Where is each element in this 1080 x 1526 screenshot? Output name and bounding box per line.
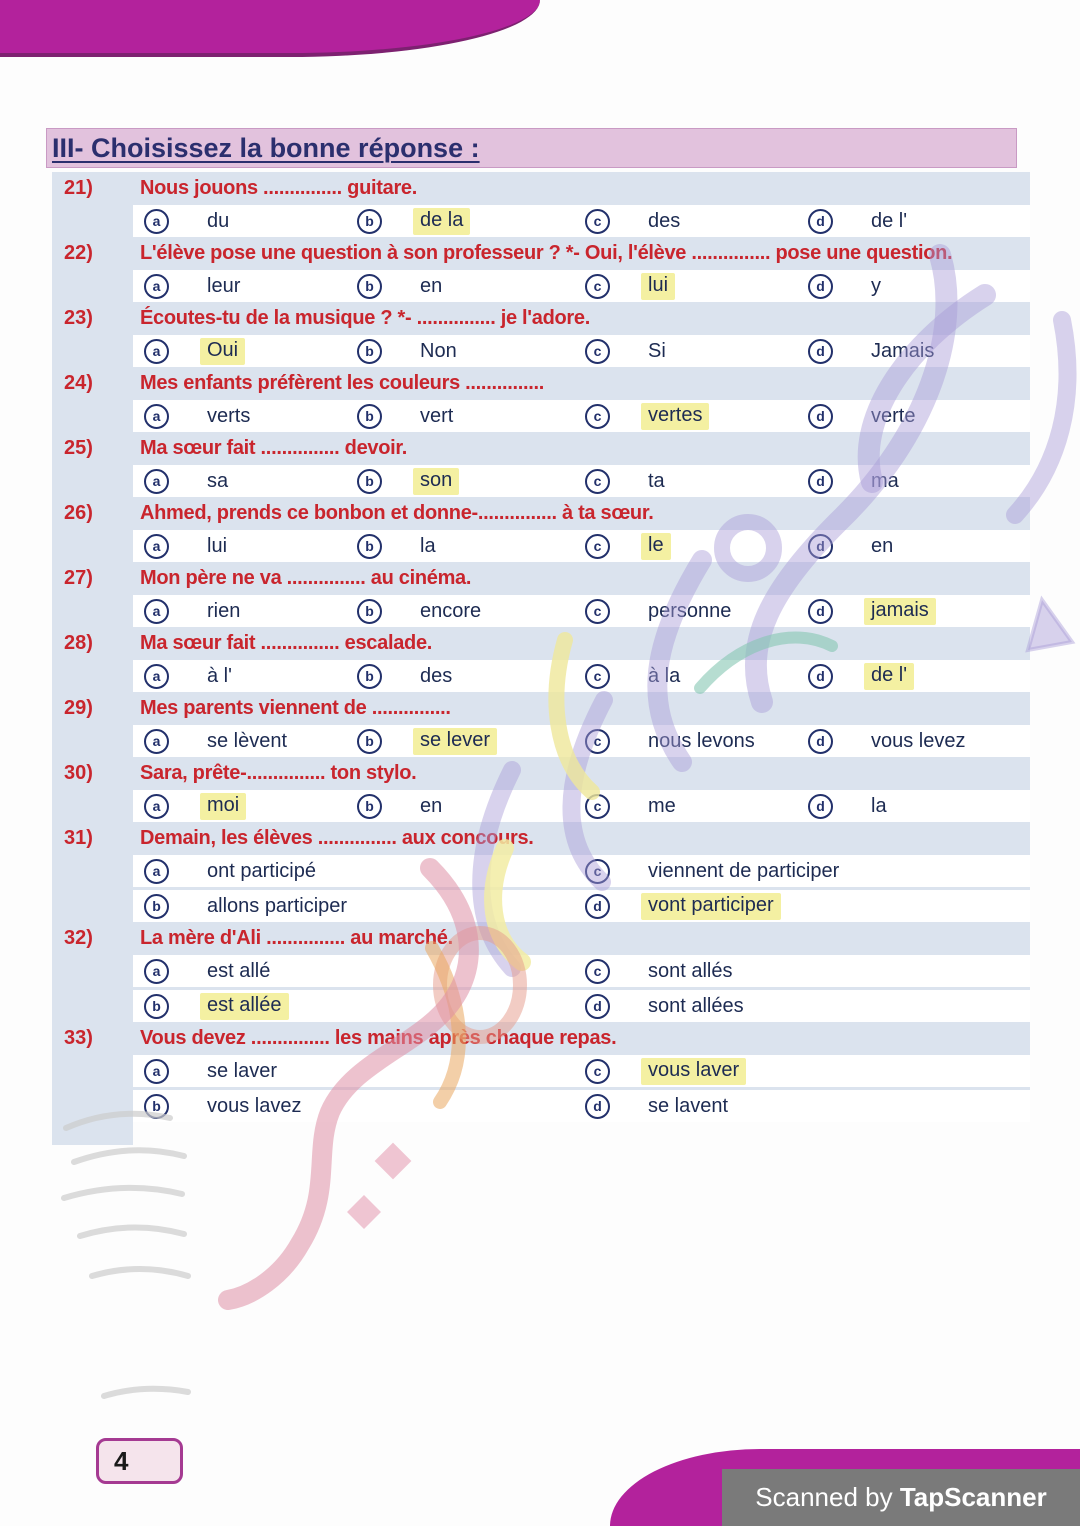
question-block <box>52 367 1030 432</box>
question-number: 26) <box>64 502 93 524</box>
option-a <box>133 664 346 689</box>
options-row <box>133 335 1030 367</box>
option-letter-icon: d <box>808 339 833 364</box>
question-block <box>52 692 1030 757</box>
option-letter-icon: d <box>808 274 833 299</box>
question-list <box>52 172 1030 1122</box>
option-letter-icon: a <box>144 794 169 819</box>
option-label: se laver <box>207 1059 278 1082</box>
option-label: nous levons <box>648 729 755 752</box>
option-letter-icon: d <box>808 794 833 819</box>
option-label: des <box>648 209 681 232</box>
option-label: personne <box>648 599 732 622</box>
option-label: en <box>420 274 443 297</box>
option-letter-icon: d <box>808 404 833 429</box>
question-number: 25) <box>64 437 93 459</box>
question-row <box>52 757 1030 790</box>
option-letter-icon: a <box>144 534 169 559</box>
option-letter-icon: c <box>585 404 610 429</box>
option-b <box>346 534 574 559</box>
option-label: de l' <box>864 663 914 690</box>
option-label: est allée <box>200 993 289 1020</box>
option-letter-icon: d <box>585 894 610 919</box>
option-label: Non <box>420 339 457 362</box>
question-text: Écoutes-tu de la musique ? *- ............... je l'adore. <box>140 307 590 329</box>
option-label: moi <box>200 793 246 820</box>
option-d <box>797 794 1030 819</box>
section-header <box>46 128 1017 168</box>
question-text: Sara, prête-............... ton stylo. <box>140 762 417 784</box>
option-letter-icon: d <box>808 729 833 754</box>
option-label: me <box>648 794 676 817</box>
option-c <box>574 533 797 560</box>
option-letter-icon: b <box>357 339 382 364</box>
question-block <box>52 172 1030 237</box>
option-d <box>797 598 1030 625</box>
options-row <box>133 855 1030 887</box>
option-letter-icon: c <box>585 959 610 984</box>
question-number: 21) <box>64 177 93 199</box>
option-label: ont participé <box>207 859 316 882</box>
option-b <box>133 993 574 1020</box>
option-label: vous laver <box>641 1058 746 1085</box>
option-d <box>574 893 1030 920</box>
option-letter-icon: d <box>808 534 833 559</box>
option-a <box>133 793 346 820</box>
option-label: son <box>413 468 459 495</box>
question-text: Ahmed, prends ce bonbon et donne-............... à ta sœur. <box>140 502 654 524</box>
option-d <box>574 994 1030 1019</box>
question-block <box>52 822 1030 922</box>
option-letter-icon: c <box>585 859 610 884</box>
option-letter-icon: d <box>808 599 833 624</box>
option-c <box>574 794 797 819</box>
options-row <box>133 660 1030 692</box>
option-label: viennent de participer <box>648 859 840 882</box>
option-label: Si <box>648 339 666 362</box>
question-block <box>52 627 1030 692</box>
option-label: allons participer <box>207 894 348 917</box>
question-number: 27) <box>64 567 93 589</box>
question-row <box>52 922 1030 955</box>
option-letter-icon: b <box>357 794 382 819</box>
option-letter-icon: b <box>357 404 382 429</box>
question-number: 32) <box>64 927 93 949</box>
option-letter-icon: b <box>144 894 169 919</box>
option-label: vert <box>420 404 454 427</box>
option-d <box>797 404 1030 429</box>
option-a <box>133 599 346 624</box>
option-d <box>797 209 1030 234</box>
option-letter-icon: a <box>144 209 169 234</box>
option-letter-icon: c <box>585 729 610 754</box>
option-label: vont participer <box>641 893 781 920</box>
option-a <box>133 1059 574 1084</box>
options-row <box>133 1055 1030 1087</box>
option-label: est allé <box>207 959 271 982</box>
options-row <box>133 595 1030 627</box>
option-a <box>133 534 346 559</box>
scanner-footer <box>722 1469 1080 1526</box>
question-block <box>52 757 1030 822</box>
option-letter-icon: a <box>144 959 169 984</box>
option-label: Oui <box>200 338 245 365</box>
option-label: en <box>420 794 443 817</box>
option-d <box>797 274 1030 299</box>
question-row <box>52 432 1030 465</box>
question-row <box>52 562 1030 595</box>
option-label: la <box>871 794 887 817</box>
question-text: Ma sœur fait ............... devoir. <box>140 437 408 459</box>
option-letter-icon: c <box>585 339 610 364</box>
option-a <box>133 959 574 984</box>
option-label: ma <box>871 469 899 492</box>
option-label: vous lavez <box>207 1094 302 1117</box>
option-label: à l' <box>207 664 232 687</box>
question-row <box>52 822 1030 855</box>
question-block <box>52 922 1030 1022</box>
option-label: verts <box>207 404 251 427</box>
question-number: 33) <box>64 1027 93 1049</box>
option-letter-icon: a <box>144 469 169 494</box>
options-row <box>133 725 1030 757</box>
option-letter-icon: a <box>144 274 169 299</box>
option-letter-icon: a <box>144 404 169 429</box>
page-number-badge: 4 <box>96 1438 183 1484</box>
option-label: rien <box>207 599 241 622</box>
option-c <box>574 664 797 689</box>
option-label: vertes <box>641 403 709 430</box>
option-d <box>797 469 1030 494</box>
option-letter-icon: d <box>585 994 610 1019</box>
question-number: 31) <box>64 827 93 849</box>
option-label: se lavent <box>648 1094 729 1117</box>
option-d <box>797 729 1030 754</box>
question-text: La mère d'Ali ............... au marché. <box>140 927 453 949</box>
scanner-footer-text: Scanned by <box>755 1482 900 1512</box>
option-d <box>797 663 1030 690</box>
option-letter-icon: b <box>357 209 382 234</box>
option-letter-icon: a <box>144 339 169 364</box>
question-text: Mes enfants préfèrent les couleurs ............... <box>140 372 545 394</box>
option-b <box>346 274 574 299</box>
options-row <box>133 1087 1030 1122</box>
option-a <box>133 209 346 234</box>
question-row <box>52 497 1030 530</box>
question-text: Nous jouons ............... guitare. <box>140 177 418 199</box>
option-b <box>346 664 574 689</box>
option-letter-icon: c <box>585 794 610 819</box>
option-letter-icon: c <box>585 469 610 494</box>
option-label: lui <box>641 273 675 300</box>
option-letter-icon: b <box>357 274 382 299</box>
option-label: du <box>207 209 230 232</box>
option-c <box>574 599 797 624</box>
option-letter-icon: b <box>357 729 382 754</box>
option-a <box>133 469 346 494</box>
option-b <box>346 208 574 235</box>
question-row <box>52 367 1030 400</box>
options-row <box>133 465 1030 497</box>
options-row <box>133 887 1030 922</box>
question-text: Mon père ne va ............... au cinéma. <box>140 567 472 589</box>
question-number: 30) <box>64 762 93 784</box>
option-label: se lèvent <box>207 729 288 752</box>
option-label: leur <box>207 274 241 297</box>
option-b <box>133 894 574 919</box>
option-letter-icon: a <box>144 664 169 689</box>
question-block <box>52 562 1030 627</box>
option-letter-icon: b <box>144 994 169 1019</box>
option-label: se lever <box>413 728 497 755</box>
options-row <box>133 987 1030 1022</box>
option-c <box>574 859 1030 884</box>
options-row <box>133 790 1030 822</box>
option-c <box>574 339 797 364</box>
question-number: 23) <box>64 307 93 329</box>
question-row <box>52 1022 1030 1055</box>
option-letter-icon: a <box>144 1059 169 1084</box>
question-row <box>52 302 1030 335</box>
option-letter-icon: c <box>585 534 610 559</box>
option-a <box>133 338 346 365</box>
question-number: 28) <box>64 632 93 654</box>
option-c <box>574 959 1030 984</box>
question-block <box>52 497 1030 562</box>
question-text: Vous devez ............... les mains après chaque repas. <box>140 1027 617 1049</box>
option-d <box>574 1094 1030 1119</box>
question-row <box>52 237 1030 270</box>
option-c <box>574 209 797 234</box>
option-label: en <box>871 534 894 557</box>
question-number: 22) <box>64 242 93 264</box>
question-row <box>52 627 1030 660</box>
option-label: le <box>641 533 671 560</box>
option-a <box>133 404 346 429</box>
question-text: L'élève pose une question à son professeur ? *- Oui, l'élève ............... pose une question. <box>140 242 953 264</box>
option-label: des <box>420 664 453 687</box>
option-letter-icon: c <box>585 209 610 234</box>
question-row <box>52 172 1030 205</box>
option-letter-icon: d <box>808 469 833 494</box>
option-c <box>574 273 797 300</box>
question-block <box>52 1022 1030 1122</box>
option-b <box>346 339 574 364</box>
option-label: vous levez <box>871 729 966 752</box>
option-label: Jamais <box>871 339 935 362</box>
option-b <box>346 468 574 495</box>
question-row <box>52 692 1030 725</box>
options-row <box>133 530 1030 562</box>
question-text: Mes parents viennent de ............... <box>140 697 451 719</box>
option-letter-icon: d <box>808 664 833 689</box>
option-d <box>797 534 1030 559</box>
options-row <box>133 205 1030 237</box>
option-letter-icon: a <box>144 859 169 884</box>
option-letter-icon: c <box>585 599 610 624</box>
option-letter-icon: c <box>585 664 610 689</box>
option-letter-icon: b <box>357 664 382 689</box>
option-c <box>574 403 797 430</box>
option-b <box>346 404 574 429</box>
option-b <box>346 794 574 819</box>
option-letter-icon: c <box>585 1059 610 1084</box>
option-a <box>133 859 574 884</box>
option-c <box>574 729 797 754</box>
option-letter-icon: b <box>357 469 382 494</box>
scanner-brand: TapScanner <box>899 1482 1047 1512</box>
options-row <box>133 955 1030 987</box>
option-letter-icon: d <box>808 209 833 234</box>
top-left-corner-decoration <box>0 0 540 57</box>
option-b <box>133 1094 574 1119</box>
option-label: de l' <box>871 209 908 232</box>
question-block <box>52 237 1030 302</box>
option-letter-icon: c <box>585 274 610 299</box>
options-row <box>133 270 1030 302</box>
options-row <box>133 400 1030 432</box>
option-label: sont allés <box>648 959 733 982</box>
option-label: verte <box>871 404 916 427</box>
option-b <box>346 728 574 755</box>
option-letter-icon: b <box>144 1094 169 1119</box>
option-label: sa <box>207 469 229 492</box>
option-label: à la <box>648 664 681 687</box>
question-number: 29) <box>64 697 93 719</box>
option-c <box>574 1058 1030 1085</box>
option-d <box>797 339 1030 364</box>
question-block <box>52 302 1030 367</box>
option-letter-icon: b <box>357 534 382 559</box>
question-text: Demain, les élèves ............... aux concours. <box>140 827 534 849</box>
option-a <box>133 274 346 299</box>
option-label: encore <box>420 599 482 622</box>
option-label: ta <box>648 469 665 492</box>
option-label: y <box>871 274 881 297</box>
option-label: de la <box>413 208 470 235</box>
option-c <box>574 469 797 494</box>
question-block <box>52 432 1030 497</box>
section-title: III- Choisissez la bonne réponse : <box>52 132 480 163</box>
question-text: Ma sœur fait ............... escalade. <box>140 632 433 654</box>
option-a <box>133 729 346 754</box>
option-b <box>346 599 574 624</box>
option-letter-icon: a <box>144 729 169 754</box>
option-label: jamais <box>864 598 936 625</box>
option-label: sont allées <box>648 994 744 1017</box>
option-letter-icon: b <box>357 599 382 624</box>
option-letter-icon: d <box>585 1094 610 1119</box>
pencil-scribbles-watermark <box>64 1114 188 1396</box>
option-label: la <box>420 534 436 557</box>
option-label: lui <box>207 534 228 557</box>
question-number: 24) <box>64 372 93 394</box>
option-letter-icon: a <box>144 599 169 624</box>
